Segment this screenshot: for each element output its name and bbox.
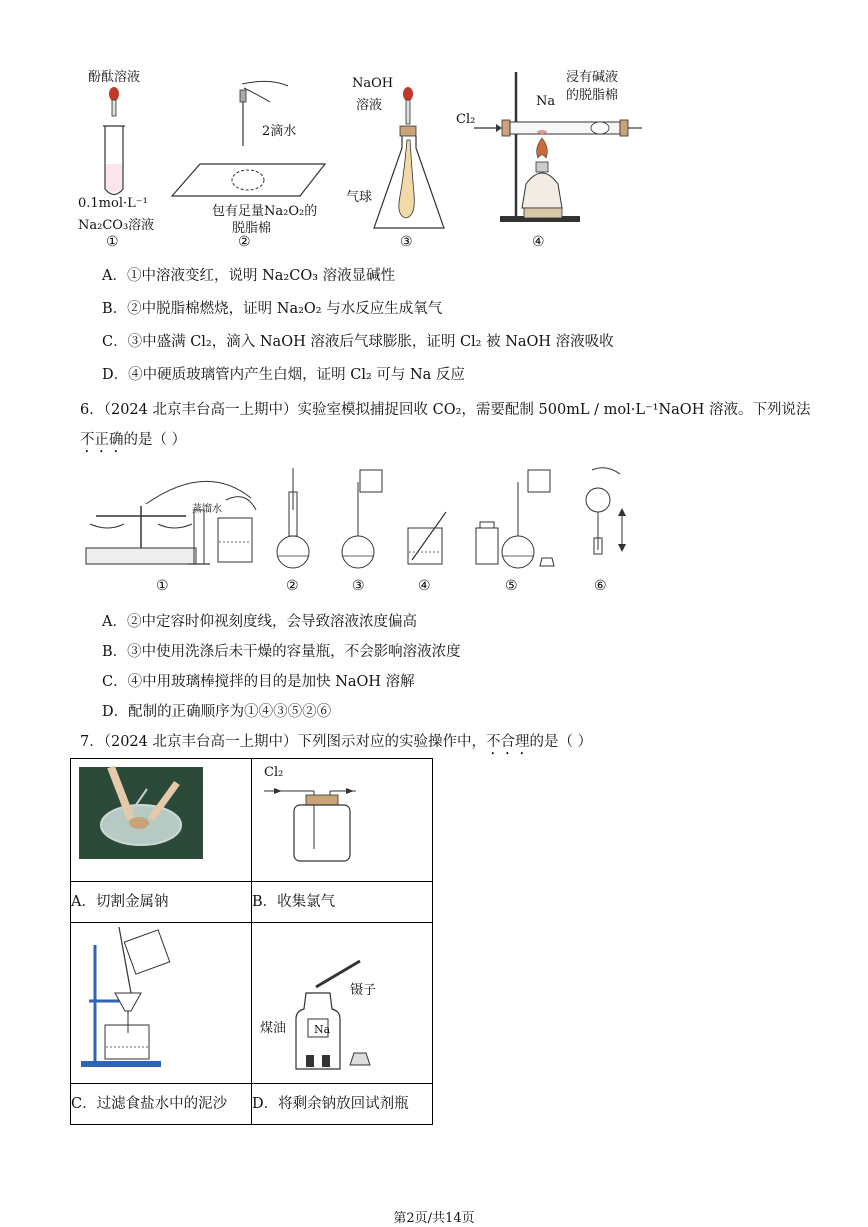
fig2-cotton-label-2: 脱脂棉: [232, 221, 272, 236]
q7-caption-d: D．将剩余钠放回试剂瓶: [252, 1084, 433, 1125]
fig2-number: ②: [238, 234, 251, 250]
q6-option-b: B．③中使用洗涤后未干燥的容量瓶，不会影响溶液浓度: [102, 644, 461, 660]
solution-prep-drawing: [76, 462, 646, 576]
fig3-balloon-label: 气球: [346, 190, 373, 205]
q7-cell-b-image: [252, 759, 433, 882]
q6-number-2: ②: [286, 578, 299, 594]
q5-option-b: B．②中脱脂棉燃烧，证明 Na₂O₂ 与水反应生成氧气: [102, 301, 443, 317]
q7-stem: [80, 730, 592, 758]
q7-gas-label: Cl₂: [264, 765, 284, 780]
q7-caption-b: B．收集氯气: [252, 882, 433, 923]
q6-number-4: ④: [418, 578, 431, 594]
fig3-number: ③: [400, 234, 413, 250]
q6-stem-rest: 的是（ ）: [123, 432, 187, 448]
flask-balloon-drawing: [360, 84, 460, 234]
q6-stem-line2: [80, 428, 186, 456]
q7-emphasis: 不合理: [485, 734, 530, 750]
q7-caption-c: C．过滤食盐水中的泥沙: [71, 1084, 252, 1125]
fig1-number: ①: [106, 234, 119, 250]
reagent-bottle-drawing: [252, 923, 432, 1079]
q7-na-label: Na: [314, 1023, 331, 1036]
fig1-tube-label-2: Na₂CO₃溶液: [78, 218, 155, 233]
q7-stem-pre: 7．（2024 北京丰台高一上期中）下列图示对应的实验操作中，: [80, 734, 486, 750]
page-footer: 第2页/共14页: [393, 1211, 475, 1226]
q7-cell-a-image: [71, 759, 252, 882]
q6-option-a: A．②中定容时仰视刻度线，会导致溶液浓度偏高: [102, 614, 417, 630]
q6-water-label: 蒸馏水: [192, 504, 222, 515]
q6-emphasis: 不正确: [80, 432, 124, 448]
q7-cell-c-image: [71, 923, 252, 1084]
filtration-drawing: [71, 923, 251, 1079]
cutting-sodium-photo: [71, 759, 251, 877]
q6-number-3: ③: [352, 578, 365, 594]
q6-stem-line1: 6．（2024 北京丰台高一上期中）实验室模拟捕捉回收 CO₂，需要配制 500mL / mol·L⁻¹NaOH 溶液。下列说法: [80, 402, 811, 418]
tube-burner-drawing: [466, 66, 646, 226]
q7-tweezers-label: 镊子: [350, 983, 377, 998]
fig2-dropper-label: 2滴水: [262, 124, 297, 139]
q7-cell-d-image: [252, 923, 433, 1084]
fig1-dropper-label: 酚酞溶液: [88, 70, 141, 85]
q5-option-d: D．④中硬质玻璃管内产生白烟，证明 Cl₂ 可与 Na 反应: [102, 367, 465, 383]
fig4-number: ④: [532, 234, 545, 250]
fig4-gas-label: Cl₂: [456, 112, 476, 127]
fig3-dropper-label-1: NaOH: [352, 76, 394, 91]
fig4-cotton-label-1: 浸有碱液: [566, 70, 619, 85]
fig4-na-label: Na: [536, 94, 556, 109]
fig1-tube-label-1: 0.1mol·L⁻¹: [78, 196, 148, 211]
fig4-cotton-label-2: 的脱脂棉: [566, 88, 619, 103]
q5-option-a: A．①中溶液变红，说明 Na₂CO₃ 溶液显碱性: [102, 268, 396, 284]
fig2-cotton-label-1: 包有足量Na₂O₂的: [212, 204, 318, 219]
q6-option-c: C．④中用玻璃棒搅拌的目的是加快 NaOH 溶解: [102, 674, 415, 690]
test-tube-drawing: [88, 84, 148, 204]
q6-number-6: ⑥: [594, 578, 607, 594]
q6-number-5: ⑤: [505, 578, 518, 594]
q6-option-d: D．配制的正确顺序为①④③⑤②⑥: [102, 704, 332, 720]
q7-caption-a: A．切割金属钠: [71, 882, 252, 923]
q6-number-1: ①: [156, 578, 169, 594]
q7-options-table: [70, 758, 433, 1125]
q7-oil-label: 煤油: [260, 1021, 287, 1036]
fig3-dropper-label-2: 溶液: [356, 98, 383, 113]
q5-option-c: C．③中盛满 Cl₂，滴入 NaOH 溶液后气球膨胀，证明 Cl₂ 被 NaOH 溶液吸收: [102, 334, 614, 350]
cotton-plate-drawing: [170, 76, 330, 206]
q7-stem-post: 的是（ ）: [529, 734, 593, 750]
